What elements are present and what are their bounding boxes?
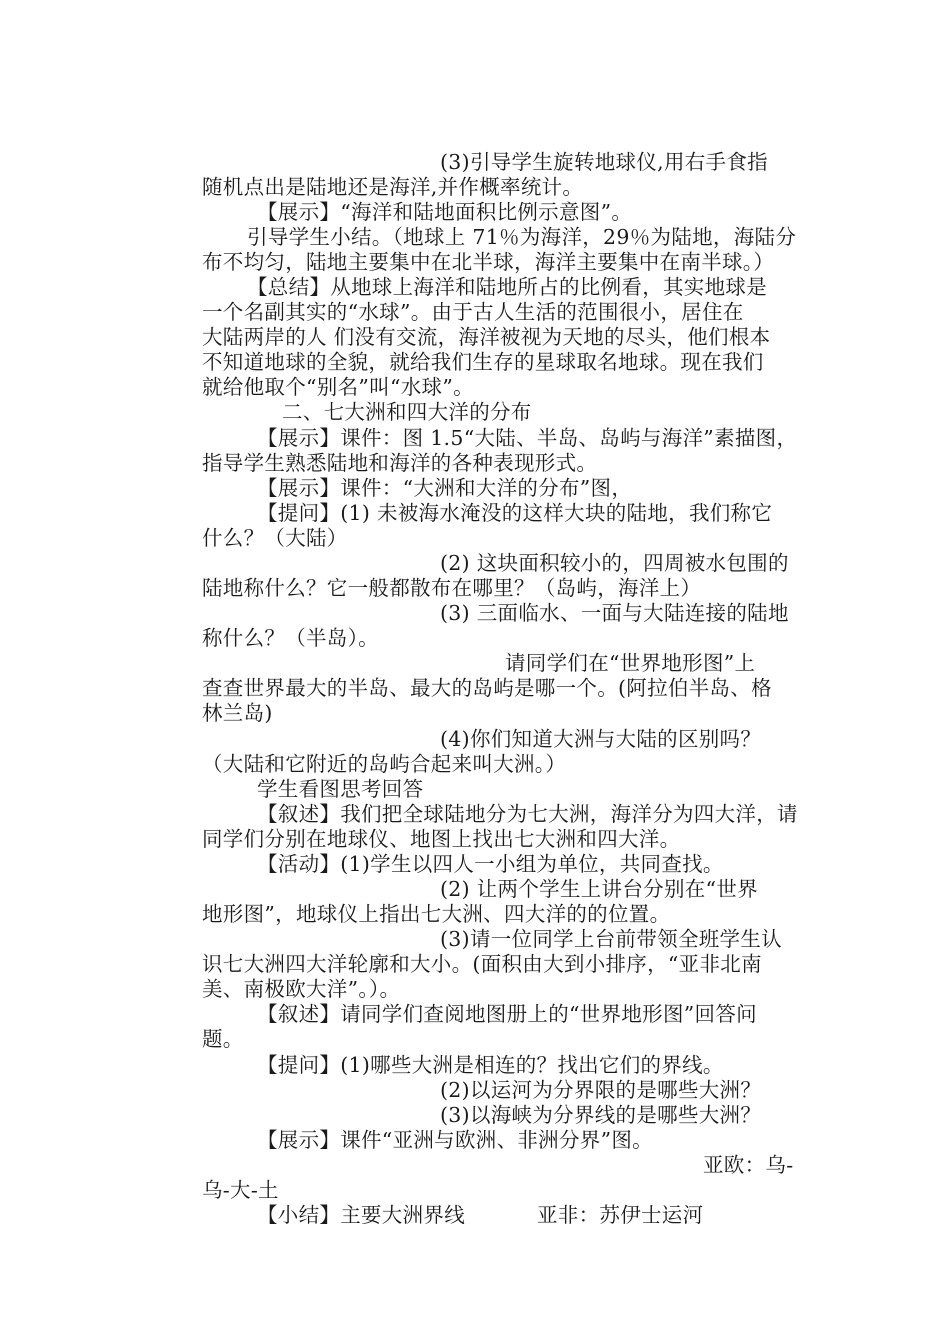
text-line: 题。 <box>202 1027 244 1051</box>
text-line: 【叙述】请同学们查阅地图册上的“世界地形图”回答问 <box>257 1002 757 1026</box>
text-line: 【总结】从地球上海洋和陆地所占的比例看，其实地球是 <box>247 275 767 299</box>
text-line: 陆地称什么？它一般都散布在哪里？（岛屿，海洋上） <box>202 576 702 600</box>
text-line: 【叙述】我们把全球陆地分为七大洲，海洋分为四大洋，请 <box>257 802 798 826</box>
text-line: 请同学们在“世界地形图”上 <box>505 651 756 675</box>
text-line: 随机点出是陆地还是海洋,并作概率统计。 <box>202 175 584 199</box>
text-line: 同学们分别在地球仪、地图上找出七大洲和四大洋。 <box>202 827 681 851</box>
text-line: 【提问】(1) 未被海水淹没的这样大块的陆地，我们称它 <box>257 501 773 525</box>
text-line: 【展示】课件：图 1.5“大陆、半岛、岛屿与海洋”素描图， <box>257 426 798 450</box>
text-line: 【展示】课件“亚洲与欧洲、非洲分界”图。 <box>257 1128 653 1152</box>
text-line: 就给他取个“别名”叫“水球”。 <box>202 375 474 399</box>
text-line: 指导学生熟悉陆地和海洋的各种表现形式。 <box>202 451 598 475</box>
text-line: (2) 这块面积较小的，四周被水包围的 <box>440 551 789 575</box>
text-line: 引导学生小结。（地球上 71％为海洋，29％为陆地，海陆分 <box>247 225 797 249</box>
text-line: 学生看图思考回答 <box>257 777 424 801</box>
text-line: 亚非：苏伊士运河 <box>537 1203 704 1227</box>
text-line: (4)你们知道大洲与大陆的区别吗？ <box>440 727 762 751</box>
text-line: 亚欧：乌- <box>703 1153 794 1177</box>
text-line: 美、南极欧大洋”。）。 <box>202 977 401 1001</box>
text-line: 【提问】(1)哪些大洲是相连的？找出它们的界线。 <box>257 1053 724 1077</box>
text-line: 地形图”，地球仪上指出七大洲、四大洋的的位置。 <box>202 902 671 926</box>
text-line: （大陆和它附近的岛屿合起来叫大洲。） <box>202 752 567 776</box>
text-line: 林兰岛) <box>202 701 273 725</box>
text-line: 什么？（大陆） <box>202 526 348 550</box>
text-line: (3)请一位同学上台前带领全班学生认 <box>440 927 782 951</box>
text-line: 识七大洲四大洋轮廓和大小。(面积由大到小排序，“亚非北南 <box>202 952 762 976</box>
text-line: 【小结】主要大洲界线 <box>257 1203 465 1227</box>
text-line: 大陆两岸的人 们没有交流，海洋被视为天地的尽头，他们根本 <box>202 325 771 349</box>
text-line: (3)引导学生旋转地球仪,用右手食指 <box>440 150 768 174</box>
text-line: 称什么？（半岛）。 <box>202 626 379 650</box>
text-line: 【展示】“海洋和陆地面积比例示意图”。 <box>257 200 633 224</box>
text-line: (3) 三面临水、一面与大陆连接的陆地 <box>440 601 789 625</box>
text-line: 【展示】课件：“大洲和大洋的分布”图， <box>257 476 633 500</box>
section-heading: 二、七大洲和四大洋的分布 <box>282 400 532 424</box>
text-line: 乌-大-土 <box>202 1178 279 1202</box>
text-line: (2) 让两个学生上讲台分别在“世界 <box>440 877 758 901</box>
text-line: 查查世界最大的半岛、最大的岛屿是哪一个。(阿拉伯半岛、格 <box>202 676 772 700</box>
text-line: (3)以海峡为分界线的是哪些大洲？ <box>440 1103 762 1127</box>
text-line: 不知道地球的全貌，就给我们生存的星球取名地球。现在我们 <box>202 350 764 374</box>
text-line: (2)以运河为分界限的是哪些大洲？ <box>440 1078 762 1102</box>
text-line: 【活动】(1)学生以四人一小组为单位，共同查找。 <box>257 852 724 876</box>
text-line: 布不均匀，陆地主要集中在北半球，海洋主要集中在南半球。） <box>202 250 775 274</box>
text-line: 一个名副其实的“水球”。由于古人生活的范围很小，居住在 <box>202 300 744 324</box>
